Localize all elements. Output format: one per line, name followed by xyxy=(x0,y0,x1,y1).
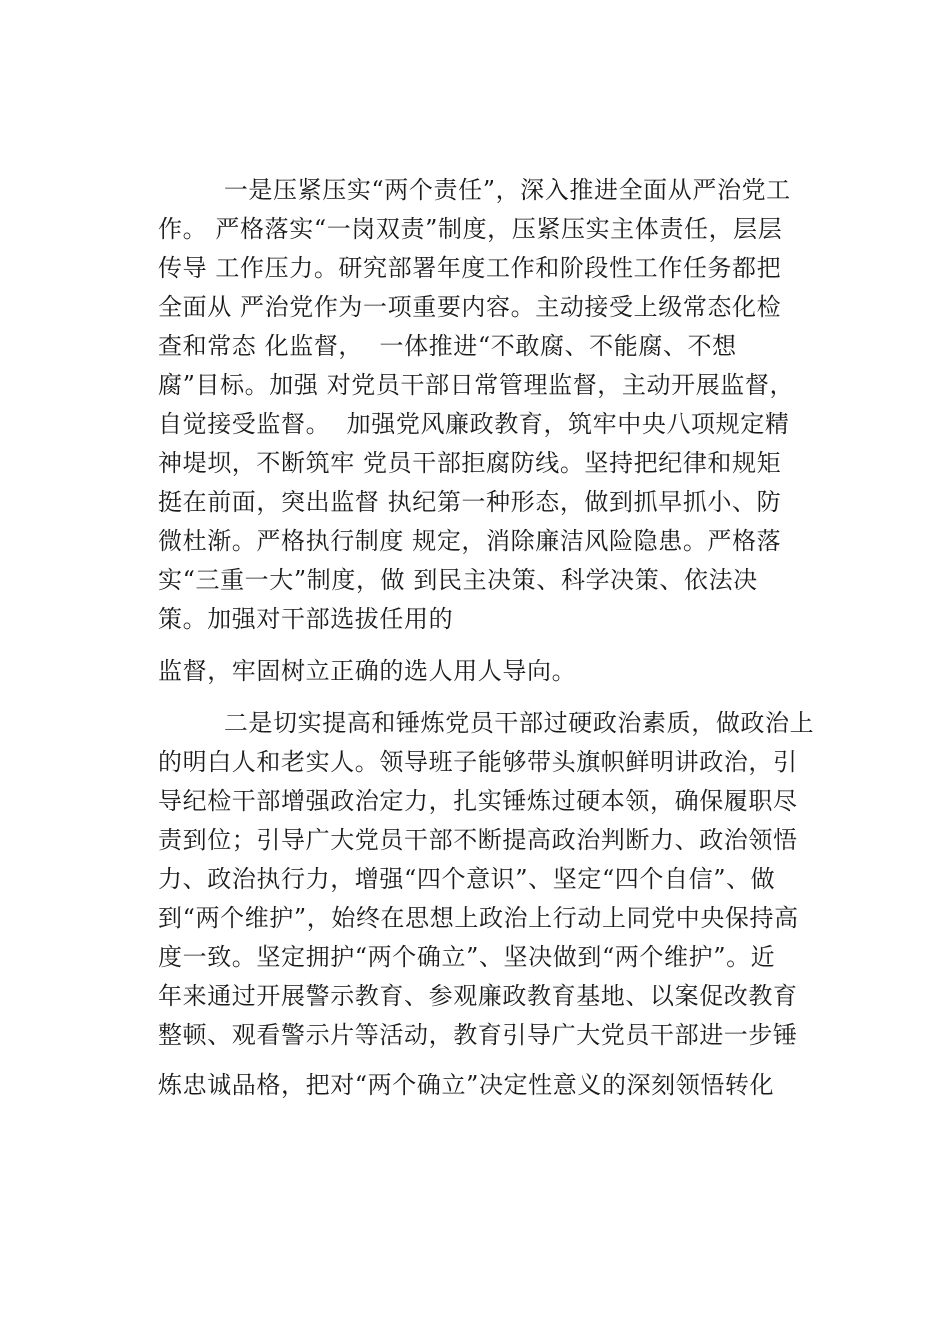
paragraph-line: 整顿、观看警示片等活动，教育引导广大党员干部进一步锤 xyxy=(158,1021,798,1049)
paragraph-line: 自觉接受监督。 加强党风廉政教育，筑牢中央八项规定精 xyxy=(158,410,790,438)
paragraph-line: 传导 工作压力。研究部署年度工作和阶段性工作任务都把 xyxy=(158,254,782,282)
paragraph-line: 度一致。坚定拥护“两个确立”、坚决做到“两个维护”。近 xyxy=(158,943,776,971)
paragraph-line: 神堤坝，不断筑牢 党员干部拒腐防线。坚持把纪律和规矩 xyxy=(158,449,782,477)
paragraph-line: 一是压紧压实“两个责任”，深入推进全面从严治党工 xyxy=(158,176,791,204)
paragraph-line: 责到位；引导广大党员干部不断提高政治判断力、政治领悟 xyxy=(158,826,798,854)
paragraph-line: 作。 严格落实“一岗双责”制度，压紧压实主体责任，层层 xyxy=(158,215,783,243)
paragraph-line: 挺在前面，突出监督 执纪第一种形态，做到抓早抓小、防 xyxy=(158,488,782,516)
paragraph-line: 实“三重一大”制度，做 到民主决策、科学决策、依法决 xyxy=(158,566,758,594)
paragraph-line: 二是切实提高和锤炼党员干部过硬政治素质，做政治上 xyxy=(158,709,815,737)
paragraph-line: 到“两个维护”，始终在思想上政治上行动上同党中央保持高 xyxy=(158,904,799,932)
paragraph-line: 导纪检干部增强政治定力，扎实锤炼过硬本领，确保履职尽 xyxy=(158,787,798,815)
paragraph-line: 腐”目标。加强 对党员干部日常管理监督，主动开展监督， xyxy=(158,371,795,399)
paragraph-line: 全面从 严治党作为一项重要内容。主动接受上级常态化检 xyxy=(158,293,782,321)
paragraph-line: 监督，牢固树立正确的选人用人导向。 xyxy=(158,657,577,685)
paragraph-line: 的明白人和老实人。领导班子能够带头旗帜鲜明讲政治，引 xyxy=(158,748,798,776)
paragraph-line: 策。加强对干部选拔任用的 xyxy=(158,605,454,633)
paragraph-line: 年来通过开展警示教育、参观廉政教育基地、以案促改教育 xyxy=(158,982,798,1010)
paragraph-line: 微杜渐。严格执行制度 规定，消除廉洁风险隐患。严格落 xyxy=(158,527,782,555)
paragraph-line: 炼忠诚品格，把对“两个确立”决定性意义的深刻领悟转化 xyxy=(158,1071,775,1099)
paragraph-line: 力、政治执行力，增强“四个意识”、坚定“四个自信”、做 xyxy=(158,865,776,893)
paragraph-line: 查和常态 化监督， 一体推进“不敢腐、不能腐、不想 xyxy=(158,332,737,360)
